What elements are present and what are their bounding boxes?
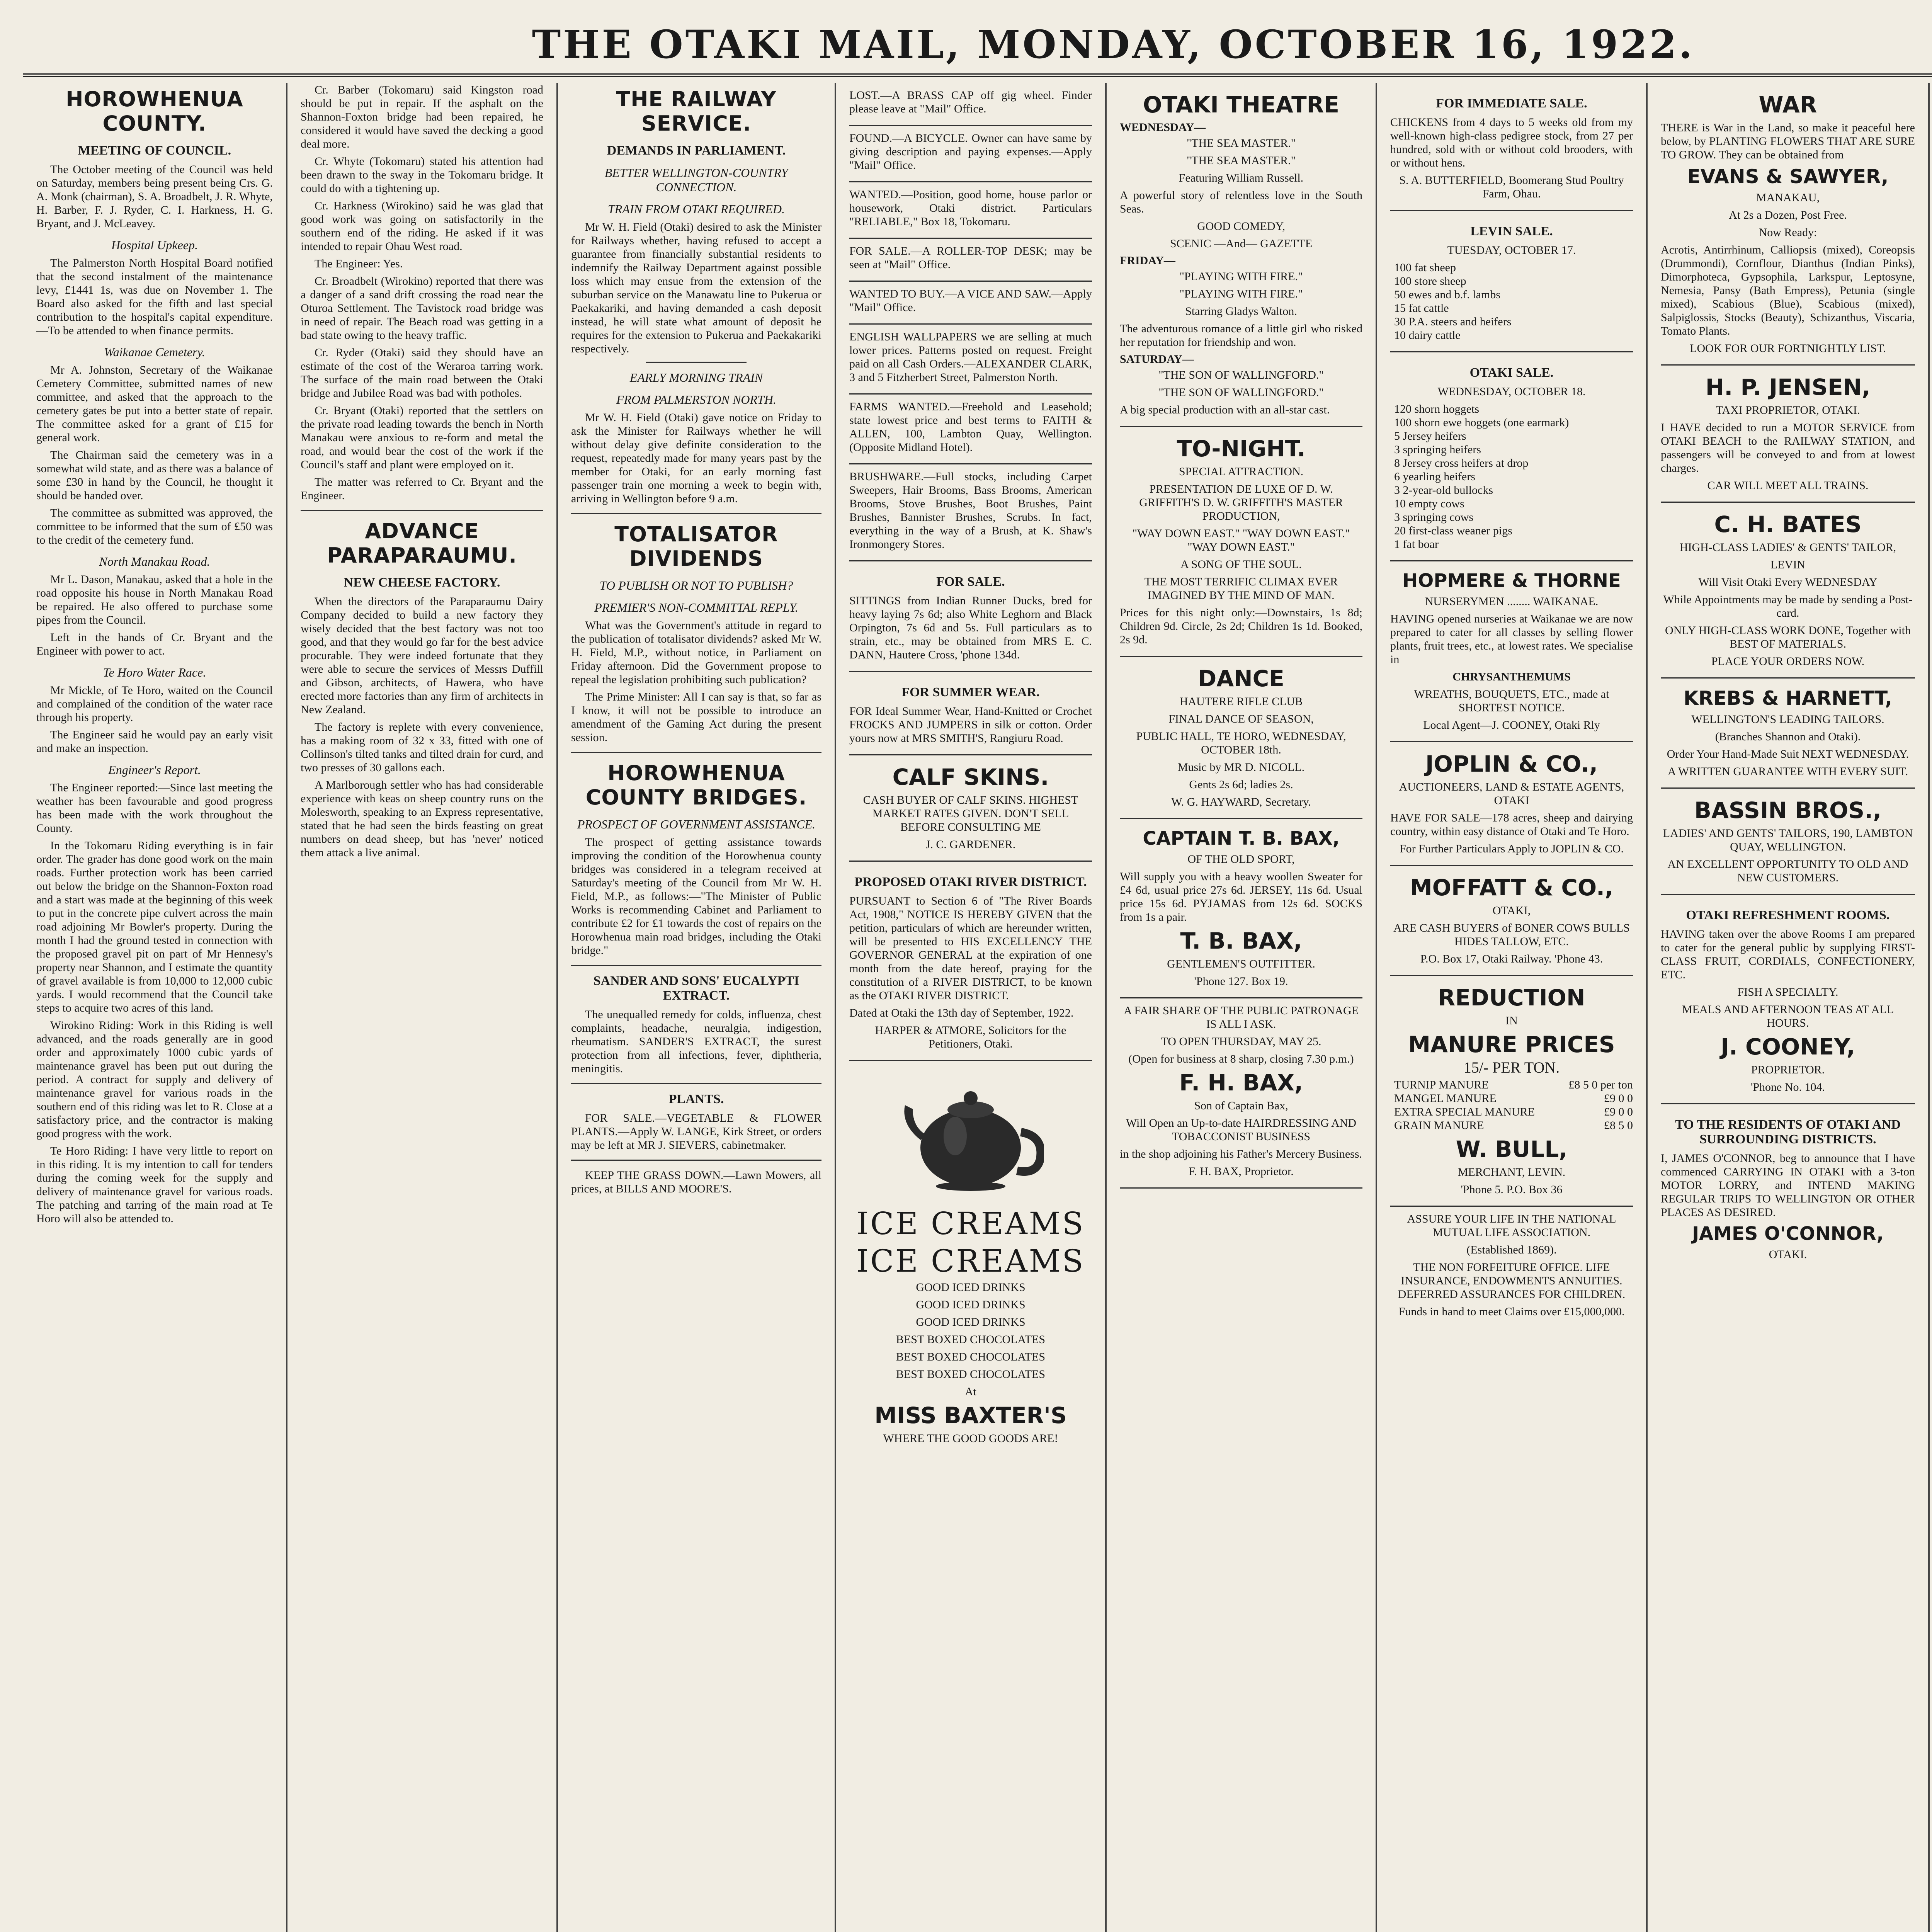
ad-text: WANTED TO BUY.—A VICE AND SAW.—Apply "Mail" Office. (849, 287, 1092, 314)
refreshment-ad (1661, 895, 1915, 1104)
ad-text: Music by MR D. NICOLL. (1177, 761, 1305, 774)
ad-text: "PLAYING WITH FIRE." (1179, 287, 1303, 300)
list-item: 120 shorn hoggets (1394, 403, 1479, 415)
classified-ad (849, 282, 1092, 325)
ad-text: At 2s a Dozen, Post Free. (1729, 209, 1847, 221)
manure-ad (1390, 976, 1633, 1207)
teapot-illustration (897, 1078, 1044, 1194)
ad-text: A big special production with an all-star cast. (1120, 403, 1330, 416)
ad-text: MANAKAU, (1756, 191, 1820, 204)
ad-heading: CALF SKINS. (892, 764, 1049, 790)
ad-text: BEST BOXED CHOCOLATES (896, 1350, 1046, 1363)
classified-ad (849, 464, 1092, 561)
ad-text: FOR Ideal Summer Wear, Hand-Knitted or Crochet FROCKS AND JUMPERS in silk or cotton. Order yours now at MRS SMITH'S, Rangiuru Road. (849, 705, 1092, 745)
ad-text: Order Your Hand-Made Suit NEXT WEDNESDAY. (1667, 748, 1909, 760)
paragraph: Te Horo Riding: I have very little to report on in this riding. It is my intention to call for tenders during the coming week for the supply and delivery of maintenance gravel for various roads. The patching and tarring of the main road at Te Horo will also be attended to. (36, 1145, 273, 1225)
article-title: TOTALISATOR DIVIDENDS (614, 522, 778, 571)
paragraph: Cr. Whyte (Tokomaru) stated his attention had been drawn to the sway in the Tokomaru bridge. It could do with a tightening up. (301, 155, 543, 195)
ad-text: LOOK FOR OUR FORTNIGHTLY LIST. (1690, 342, 1886, 355)
ad-text: Featuring William Russell. (1179, 172, 1304, 184)
ad-title: EVANS & SAWYER, (1687, 165, 1889, 188)
ad-text: 15/- PER TON. (1463, 1059, 1560, 1076)
classified-ad (849, 182, 1092, 239)
ad-signature: J. C. GARDENER. (925, 838, 1016, 851)
ad-title: W. BULL, (1456, 1136, 1568, 1162)
ad-text: HAVE FOR SALE—178 acres, sheep and dairying country, within easy distance of Otaki and Te Horo. (1390, 811, 1633, 838)
ad-title: TO-NIGHT. (1177, 435, 1306, 462)
ad-text: GENTLEMEN'S OUTFITTER. (1167, 957, 1315, 970)
list-item: 8 Jersey cross heifers at drop (1394, 457, 1529, 469)
paragraph: KEEP THE GRASS DOWN.—Lawn Mowers, all prices, at BILLS AND MOORE'S. (571, 1169, 821, 1195)
paragraph: A Marlborough settler who has had considerable experience with keas on sheep country runs on the Molesworth, speaking to an Express representative, stated that he had seen the birds feasting on great numbers on dead sheep, but has 'never' noticed them attack a live animal. (301, 779, 543, 859)
ad-text: LADIES' AND GENTS' TAILORS, 190, LAMBTON QUAY, WELLINGTON. (1663, 827, 1913, 853)
ad-text: PUBLIC HALL, TE HORO, WEDNESDAY, OCTOBER 18th. (1136, 730, 1346, 756)
paragraph: Mr A. Johnston, Secretary of the Waikanae Cemetery Committee, submitted names of new committee, and asked that the approach to the cemetery gates be put into a better state of repair. The committee asked for a grant of £15 for general work. (36, 364, 273, 444)
ad-title: BASSIN BROS., (1694, 797, 1882, 823)
ice-cream-heading: ICE CREAMS (856, 1206, 1085, 1242)
moffatt-ad (1390, 866, 1633, 976)
ad-text: Acrotis, Antirrhinum, Calliopsis (mixed), Coreopsis (Drummondi), Cornflour, Dianthus (Indian Pinks), Dimorphoteca, Gypsophila, Larkspur, Leptosyne, Nemesia, Pansy (Bath Empress), Petunia (single mixed), Scabious (Blue), Scabious (mixed), Salpiglossis, Stocks (Beauty), Schizanthus, Viscaria, Tomato Plants. (1661, 243, 1915, 337)
bax-ad (1120, 819, 1362, 998)
ad-text: ONLY HIGH-CLASS WORK DONE, Together with BEST OF MATERIALS. (1665, 624, 1911, 650)
list-item: TURNIP MANURE £8 5 0 per ton (1394, 1078, 1633, 1091)
classified-ad (849, 672, 1092, 755)
ad-text: BRUSHWARE.—Full stocks, including Carpet Sweepers, Hair Brooms, Bass Brooms, American Brooms, Stove Brushes, Boot Brushes, Paint Brushes, Bannister Brushes, Scrubs. In fact, everything in the way of a Brush, at K. Shaw's Ironmongery Stores. (849, 470, 1092, 551)
chickens-ad (1390, 83, 1633, 211)
ad-text: (Open for business at 8 sharp, closing 7.30 p.m.) (1128, 1053, 1354, 1065)
list-item: 3 2-year-old bullocks (1394, 484, 1493, 497)
ad-text: The adventurous romance of a little girl who risked her reputation for friendship and won. (1120, 322, 1362, 349)
ad-text: FRIDAY— (1120, 254, 1175, 267)
ad-text: "THE SON OF WALLINGFORD." (1158, 386, 1324, 399)
oconnor-ad (1661, 1104, 1915, 1270)
ad-text: At (965, 1385, 976, 1398)
ad-title: JAMES O'CONNOR, (1692, 1223, 1884, 1245)
masthead (23, 15, 1932, 77)
divider (571, 1083, 821, 1084)
list-item: 100 fat sheep (1394, 261, 1456, 274)
ice-cream-heading: ICE CREAMS (856, 1243, 1085, 1279)
section-heading: TO PUBLISH OR NOT TO PUBLISH? (599, 578, 793, 592)
article-subtitle: MEETING OF COUNCIL. (78, 143, 231, 158)
ad-text: "PLAYING WITH FIRE." (1179, 270, 1303, 283)
ad-text: WREATHS, BOUQUETS, ETC., made at SHORTEST NOTICE. (1414, 688, 1609, 714)
ad-text: HAUTERE RIFLE CLUB (1179, 695, 1303, 708)
paragraph: Cr. Broadbelt (Wirokino) reported that there was a danger of a sand drift crossing the road near the Oturoa Settlement. The Tavistock road bridge was in need of repair. The Beach road was getting in a bad state owing to the heavy traffic. (301, 275, 543, 342)
classified-ad (849, 862, 1092, 1061)
ad-text: Gents 2s 6d; ladies 2s. (1189, 778, 1293, 791)
ad-heading: FOR SUMMER WEAR. (901, 685, 1040, 699)
divider (571, 965, 821, 966)
ad-text: MERCHANT, LEVIN. (1458, 1166, 1566, 1179)
bassin-ad (1661, 789, 1915, 895)
ad-text: IN (1505, 1014, 1518, 1027)
ad-text: Starring Gladys Walton. (1185, 305, 1297, 318)
ad-text: A powerful story of relentless love in the South Seas. (1120, 189, 1362, 215)
list-item: 20 first-class weaner pigs (1394, 524, 1512, 537)
ad-heading: FOR SALE. (936, 575, 1005, 589)
column-8 (1928, 83, 1932, 1932)
classified-ad (849, 395, 1092, 464)
column-3 (556, 83, 835, 1932)
paragraph: The matter was referred to Cr. Bryant and the Engineer. (301, 476, 543, 502)
divider (646, 362, 746, 363)
paragraph: Mr Mickle, of Te Horo, waited on the Council and complained of the condition of the water race through his property. (36, 684, 273, 724)
ad-text: in the shop adjoining his Father's Mercery Business. (1120, 1148, 1362, 1160)
section-heading: North Manakau Road. (99, 554, 210, 568)
ad-text: GOOD ICED DRINKS (916, 1298, 1026, 1311)
paragraph: Mr W. H. Field (Otaki) desired to ask the Minister for Railways whether, having refused to accept a guarantee from financially substantial residents to indemnify the Railway Department against possible loss which may ensue from the extension of the suburban service on the Manawatu line to Pukerua or Paekakariki, and having demanded a cash deposit instead, he will state what amount of deposit he requires for the extension to Pukerua and Paekakariki respectively. (571, 221, 821, 355)
ad-text: F. H. BAX, Proprietor. (1189, 1165, 1294, 1178)
ad-text: Will Open an Up-to-date HAIRDRESSING AND TOBACCONIST BUSINESS (1126, 1117, 1357, 1143)
article-subtitle: DEMANDS IN PARLIAMENT. (607, 143, 786, 158)
ad-title: MOFFATT & CO., (1410, 874, 1614, 901)
paragraph: Cr. Bryant (Otaki) reported that the settlers on the private road leading towards the bench in North Manakau were anxious to re-form and metal the road, and would bear the cost of the work if the Council's staff and plant were employed on it. (301, 404, 543, 471)
list-item: 6 yearling heifers (1394, 470, 1475, 483)
ad-title: REDUCTION (1438, 985, 1585, 1011)
ad-heading: TO THE RESIDENTS OF OTAKI AND SURROUNDING DISTRICTS. (1675, 1117, 1901, 1146)
life-assurance-ad (1390, 1207, 1633, 1328)
ad-text: NURSERYMEN ........ WAIKANAE. (1425, 595, 1599, 608)
paragraph: In the Tokomaru Riding everything is in fair order. The grader has done good work on the main roads. Further protection work has been carried out below the bridge on the Shannon-Foxton road and a start was made at the beginning of this week to put in the concrete pipe culvert across the main road adjoining Mr Bowler's property. During the month I had the ground tested in connection with the proposed gravel pit on part of Mr Hennesy's property near Shannon, and I estimate the quantity of gravel available is from 10,000 to 12,000 cubic yards. I would recommend that the Council take steps to acquire two acres of this land. (36, 839, 273, 1014)
ad-heading: OTAKI SALE. (1469, 366, 1554, 380)
sale-list (1394, 402, 1633, 551)
ad-title: F. H. BAX, (1179, 1070, 1303, 1096)
ad-text: ASSURE YOUR LIFE IN THE NATIONAL MUTUAL LIFE ASSOCIATION. (1407, 1213, 1616, 1239)
article-title: HOROWHENUA COUNTY BRIDGES. (585, 761, 807, 810)
sale-list (1394, 261, 1633, 342)
ad-text: Funds in hand to meet Claims over £15,000,000. (1398, 1305, 1625, 1318)
ad-heading: LEVIN SALE. (1470, 224, 1553, 238)
war-ad (1661, 83, 1915, 366)
ad-text: PLACE YOUR ORDERS NOW. (1711, 655, 1865, 668)
ad-text: Local Agent—J. COONEY, Otaki Rly (1423, 719, 1600, 731)
ad-text: PROPRIETOR. (1751, 1063, 1825, 1076)
list-item: 30 P.A. steers and heifers (1394, 315, 1512, 328)
ad-text: Son of Captain Bax, (1194, 1099, 1288, 1112)
paragraph: Cr. Barber (Tokomaru) said Kingston road should be put in repair. If the asphalt on the Shannon-Foxton bridge had been repaired, he considered it would have saved the decking a good deal more. (301, 83, 543, 150)
paragraph: The unequalled remedy for colds, influenza, chest complaints, headache, neuralgia, indigestion, rheumatism. SANDER'S EXTRACT, the surest protection from all infections, fever, diphtheria, meningitis. (571, 1008, 821, 1075)
ad-text: FARMS WANTED.—Freehold and Leasehold; state lowest price and best terms to FAITH & ALLEN, 100, Lambton Quay, Wellington. (Opposite Midland Hotel). (849, 400, 1092, 454)
list-item: 50 ewes and b.f. lambs (1394, 288, 1500, 301)
ad-text: TO OPEN THURSDAY, MAY 25. (1161, 1035, 1321, 1048)
ad-text: LEVIN (1770, 558, 1805, 571)
ad-title: J. COONEY, (1721, 1034, 1855, 1060)
ad-text: CAR WILL MEET ALL TRAINS. (1707, 479, 1869, 492)
list-item: MANGEL MANURE £9 0 0 (1394, 1092, 1633, 1105)
ad-text: "THE SEA MASTER." (1186, 137, 1296, 150)
ad-text: TAXI PROPRIETOR, OTAKI. (1716, 404, 1860, 417)
paragraph: The October meeting of the Council was held on Saturday, members being present being Crs. G. A. Monk (chairman), S. A. Broadbelt, J. R. Whyte, H. Barber, F. J. Ryder, C. I. Harkness, H. G. Bryant, and J. McLeavey. (36, 163, 273, 230)
section-heading: TRAIN FROM OTAKI REQUIRED. (608, 202, 785, 216)
ad-text: THE NON FORFEITURE OFFICE. LIFE INSURANCE, ENDOWMENTS ANNUITIES. DEFERRED ASSURANCES FOR CHILDREN. (1398, 1261, 1626, 1301)
ad-text: CASH BUYER OF CALF SKINS. HIGHEST MARKET RATES GIVEN. DON'T SELL BEFORE CONSULTING ME (863, 794, 1078, 833)
ad-text: PURSUANT to Section 6 of "The River Boards Act, 1908," NOTICE IS HEREBY GIVEN that the petition, particulars of which are hereunder written, will be presented to HIS EXCELLENCY THE GOVERNOR GENERAL at the expiration of one month from the date hereof, praying for the constitution of a RIVER DISTRICT, to be known as the OTAKI RIVER DISTRICT. (849, 895, 1092, 1002)
divider (571, 1160, 821, 1161)
ad-text: FOUND.—A BICYCLE. Owner can have same by giving description and paying expenses.—Apply "Mail" Office. (849, 132, 1092, 172)
ad-text: FOR SALE.—A ROLLER-TOP DESK; may be seen at "Mail" Office. (849, 245, 1092, 271)
ad-text: HIGH-CLASS LADIES' & GENTS' TAILOR, (1679, 541, 1896, 554)
paragraph: The committee as submitted was approved, the committee to be informed that the sum of £50 was to the credit of the cemetery fund. (36, 507, 273, 546)
column-1 (23, 83, 286, 1932)
hopmere-ad (1390, 561, 1633, 742)
section-heading: PROSPECT OF GOVERNMENT ASSISTANCE. (577, 817, 816, 831)
list-item: 15 fat cattle (1394, 302, 1449, 315)
tonight-ad (1120, 427, 1362, 657)
price-list (1394, 1078, 1633, 1132)
paragraph: Mr L. Dason, Manakau, asked that a hole in the road opposite his house in North Manakau Road be repaired. He also offered to purchase some pipes from the Council. (36, 573, 273, 626)
section-heading: Hospital Upkeep. (111, 238, 198, 252)
fh-bax-ad (1120, 998, 1362, 1189)
ad-title: DANCE (1198, 665, 1284, 692)
article-title: THE RAILWAY SERVICE. (616, 87, 777, 136)
ad-text: For Further Particulars Apply to JOPLIN & CO. (1400, 842, 1624, 855)
ad-text: OTAKI. (1769, 1248, 1807, 1261)
ad-text: A SONG OF THE SOUL. (1180, 558, 1302, 571)
column-2 (286, 83, 556, 1932)
paragraph: The Palmerston North Hospital Board notified that the second instalment of the maintenance levy, £1441 1s, was due on November 1. The Board also asked for the fifth and last special contribution to the hospital's capital expenditure.—To be attended to when finance permits. (36, 257, 273, 337)
section-heading: Waikanae Cemetery. (104, 345, 205, 359)
list-item: 3 springing heifers (1394, 443, 1481, 456)
ad-title: OTAKI THEATRE (1143, 92, 1339, 118)
classified-ad (849, 325, 1092, 395)
ad-title: WAR (1759, 92, 1817, 118)
section-heading: BETTER WELLINGTON-COUNTRY CONNECTION. (604, 166, 788, 194)
article-subtitle: NEW CHEESE FACTORY. (344, 575, 500, 590)
section-heading: EARLY MORNING TRAIN (629, 371, 763, 384)
list-item: 3 springing cows (1394, 511, 1473, 524)
divider (301, 510, 543, 511)
ad-text: 'Phone 127. Box 19. (1194, 975, 1288, 988)
theatre-ad (1120, 83, 1362, 427)
paragraph: When the directors of the Paraparaumu Dairy Company decided to build a new factory they wisely decided that the best factory was not too good, and that they would go far for the best advice procurable. They were indeed fortunate that they were able to secure the services of Messrs Duffill and Gibson, architects, of Hawera, who have erected more factories than any firm of architects in New Zealand. (301, 595, 543, 716)
ad-text: SATURDAY— (1120, 353, 1194, 366)
article-title: HOROWHENUA COUNTY. (66, 87, 243, 136)
paragraph: Wirokino Riding: Work in this Riding is well advanced, and the roads generally are in good order and approximately 1000 cubic yards of maintenance gravel has been put out during the period. A contract for supply and delivery of maintenance gravel for various roads in the southern end of this riding was let to R. Close at a satisfactory price, and the contractor is making good progress with the work. (36, 1019, 273, 1140)
ad-heading: OTAKI REFRESHMENT ROOMS. (1686, 908, 1890, 922)
ad-text: HAVING opened nurseries at Waikanae we are now prepared to cater for all classes by selling flower plants, fruit trees, etc., at lowest rates. We specialise in (1390, 612, 1633, 666)
ad-title: C. H. BATES (1714, 511, 1862, 537)
article-title: ADVANCE PARAPARAUMU. (327, 519, 517, 568)
section-heading: PREMIER'S NON-COMMITTAL REPLY. (594, 600, 798, 614)
ad-text: Will supply you with a heavy woollen Sweater for £4 6d, usual price 27s 6d. JERSEY, 11s 6d. Usual price 15s 6d. PYJAMAS from 12s 6d. SOCKS from 1s a pair. (1120, 870, 1362, 923)
ad-text: THERE is War in the Land, so make it peaceful here below, by PLANTING FLOWERS THAT ARE SURE TO GROW. They can be obtained from (1661, 121, 1915, 161)
dance-ad (1120, 657, 1362, 819)
ad-text: Prices for this night only:—Downstairs, 1s 8d; Children 9d. Circle, 2s 2d; Children 1s 1d. Booked, 2s 9d. (1120, 606, 1362, 646)
paragraph: The factory is replete with every convenience, has a making room of 32 x 33, fitted with one of Collinson's tilted tanks and tilted drain for curd, and two presses of 30 gallons each. (301, 721, 543, 774)
classified-ad (849, 755, 1092, 862)
ad-title: JOPLIN & CO., (1425, 751, 1598, 777)
ad-text: WANTED.—Position, good home, house parlor or housework, Otaki district. Particulars "RELIABLE," Box 18, Tokomaru. (849, 188, 1092, 228)
ad-text: (Established 1869). (1466, 1243, 1557, 1256)
ad-heading: PLANTS. (668, 1092, 724, 1106)
ad-text: A FAIR SHARE OF THE PUBLIC PATRONAGE IS ALL I ASK. (1124, 1004, 1359, 1031)
ad-text: AUCTIONEERS, LAND & ESTATE AGENTS, OTAKI (1399, 781, 1624, 807)
ad-text: Will Visit Otaki Every WEDNESDAY (1698, 576, 1878, 588)
ad-text: LOST.—A BRASS CAP off gig wheel. Finder please leave at "Mail" Office. (849, 89, 1092, 115)
ad-text: S. A. BUTTERFIELD, Boomerang Stud Poultry Farm, Ohau. (1399, 174, 1624, 200)
ad-text: WELLINGTON'S LEADING TAILORS. (1691, 713, 1884, 726)
ad-text: FINAL DANCE OF SEASON, (1168, 713, 1314, 725)
ad-text: GOOD ICED DRINKS (916, 1316, 1026, 1328)
ad-title: HOPMERE & THORNE (1402, 570, 1621, 592)
masthead-title: THE OTAKI MAIL, MONDAY, OCTOBER 16, 1922. (532, 22, 1695, 67)
levin-sale-ad (1390, 211, 1633, 352)
list-item: 100 shorn ewe hoggets (one earmark) (1394, 416, 1569, 429)
ad-text: CHICKENS from 4 days to 5 weeks old from my well-known high-class pedigree stock, from 27 per hundred, sold with or without cold brooders, with or without hens. (1390, 116, 1633, 169)
ad-text: BEST BOXED CHOCOLATES (896, 1333, 1046, 1346)
classified-ad (849, 239, 1092, 282)
paragraph: The Engineer said he would pay an early visit and make an inspection. (36, 728, 273, 755)
ad-text: PRESENTATION DE LUXE OF D. W. GRIFFITH'S D. W. GRIFFITH'S MASTER PRODUCTION, (1139, 483, 1343, 522)
classified-ad (849, 561, 1092, 672)
classified-ad (849, 83, 1092, 126)
ad-text: GOOD ICED DRINKS (916, 1281, 1026, 1294)
ad-text: A WRITTEN GUARANTEE WITH EVERY SUIT. (1667, 765, 1908, 778)
ad-text: HAVING taken over the above Rooms I am prepared to cater for the general public by supplying FIRST-CLASS FRUIT, CORDIALS, CONFECTIONERY, ETC. (1661, 928, 1915, 981)
paragraph: FOR SALE.—VEGETABLE & FLOWER PLANTS.—Apply W. LANGE, Kirk Street, or orders may be left at MR J. SIEVERS, cabinetmaker. (571, 1112, 821, 1151)
ad-title: MANURE PRICES (1408, 1031, 1615, 1058)
paragraph: Cr. Ryder (Otaki) said they should have an estimate of the cost of the Weraroa tarring work. The surface of the main road between the Otaki bridge and Jubilee Road was bad with potholes. (301, 346, 543, 400)
ad-heading: FOR IMMEDIATE SALE. (1436, 96, 1587, 111)
ad-text: Now Ready: (1759, 226, 1817, 239)
ad-text: OF THE OLD SPORT, (1187, 853, 1295, 866)
classified-ad (849, 126, 1092, 182)
ad-title: T. B. BAX, (1180, 928, 1302, 954)
column-4 (835, 83, 1105, 1932)
otaki-sale-ad (1390, 352, 1633, 561)
ad-text: "THE SON OF WALLINGFORD." (1158, 369, 1324, 381)
list-item: 10 dairy cattle (1394, 329, 1461, 342)
ad-text: ENGLISH WALLPAPERS we are selling at much lower prices. Patterns posted on request. Freight paid on all Cash Orders.—ALEXANDER CLARK, 3 and 5 Fitzherbert Street, Palmerston North. (849, 330, 1092, 384)
ad-title: CAPTAIN T. B. BAX, (1143, 828, 1340, 849)
paragraph: The Engineer reported:—Since last meeting the weather has been favourable and good progress has been made with the work throughout the County. (36, 781, 273, 835)
column-5 (1105, 83, 1376, 1932)
ad-text: "THE SEA MASTER." (1186, 154, 1296, 167)
ad-title: MISS BAXTER'S (874, 1402, 1067, 1429)
ad-text: CHRYSANTHEMUMS (1452, 670, 1571, 683)
column-7 (1646, 83, 1928, 1932)
column-6 (1376, 83, 1646, 1932)
list-item: 1 fat boar (1394, 538, 1439, 551)
paragraph: The Prime Minister: All I can say is that, so far as I know, it will not be possible to introduce an amendment of the Gaming Act during the present session. (571, 690, 821, 744)
ad-heading: SANDER AND SONS' EUCALYPTI EXTRACT. (593, 974, 799, 1003)
divider (571, 752, 821, 753)
ad-text: 'Phone No. 104. (1750, 1081, 1825, 1094)
section-heading: Te Horo Water Race. (103, 665, 206, 679)
ad-text: AN EXCELLENT OPPORTUNITY TO OLD AND NEW CUSTOMERS. (1667, 858, 1908, 884)
paragraph: The Chairman said the cemetery was in a somewhat wild state, and as there was a balance of some £30 in hand by the Council, he thought it should be handed over. (36, 449, 273, 502)
ad-signature: HARPER & ATMORE, Solicitors for the Petitioners, Otaki. (875, 1024, 1066, 1050)
ad-text: WEDNESDAY, OCTOBER 18. (1437, 385, 1586, 398)
paragraph: Mr W. H. Field (Otaki) gave notice on Friday to ask the Minister for Railways whether he will without delay give definite consideration to the request, repeatedly made for many years past by the member for Otaki, for an early morning fast passenger train one morning a week to begin with, arriving in Wellington before 9 a.m. (571, 411, 821, 505)
ad-text: SCENIC —And— GAZETTE (1170, 237, 1313, 250)
ad-text: Dated at Otaki the 13th day of September, 1922. (849, 1007, 1074, 1019)
section-heading: Engineer's Report. (108, 763, 201, 777)
paragraph: The Engineer: Yes. (315, 257, 403, 270)
bates-ad (1661, 503, 1915, 679)
ad-text: SPECIAL ATTRACTION. (1179, 465, 1304, 478)
ad-text: WEDNESDAY— (1120, 121, 1206, 134)
joplin-ad (1390, 742, 1633, 866)
ad-title: KREBS & HARNETT, (1683, 687, 1893, 709)
paragraph: The prospect of getting assistance towards improving the condition of the Horowhenua county bridges was considered in a telegram received at Saturday's meeting of the Council from Mr W. H. Field, M.P., as follows:—"The Minister of Public Works is recommending Cabinet and Parliament to contribute £2 for £1 towards the cost of repairs on the Horowhenua main road bridges, including the Otaki bridge." (571, 836, 821, 957)
list-item: GRAIN MANURE £8 5 0 (1394, 1119, 1633, 1132)
divider (571, 513, 821, 514)
list-item: 100 store sheep (1394, 275, 1466, 287)
section-heading: FROM PALMERSTON NORTH. (616, 393, 776, 406)
ad-text: OTAKI, (1492, 904, 1531, 917)
ad-text: WHERE THE GOOD GOODS ARE! (883, 1432, 1058, 1445)
ad-text: W. G. HAYWARD, Secretary. (1171, 796, 1311, 808)
ad-title: H. P. JENSEN, (1705, 374, 1871, 400)
ad-text: GOOD COMEDY, (1197, 220, 1285, 233)
ad-text: TUESDAY, OCTOBER 17. (1447, 244, 1576, 257)
paragraph: What was the Government's attitude in regard to the publication of totalisator dividends? asked Mr W. H. Field, M.P., without notice, in Parliament on Friday afternoon. Did the Government propose to repeal the legislation prohibiting such publication? (571, 619, 821, 686)
ad-text: I, JAMES O'CONNOR, beg to announce that I have commenced CARRYING IN OTAKI with a 3-ton MOTOR LORRY, and INTEND MAKING REGULAR TRIPS TO WELLINGTON OR OTHER PLACES AS DESIRED. (1661, 1152, 1915, 1219)
ice-cream-ad (849, 1061, 1092, 1454)
ad-text: (Branches Shannon and Otaki). (1715, 730, 1861, 743)
ad-text: BEST BOXED CHOCOLATES (896, 1368, 1046, 1381)
list-item: 5 Jersey heifers (1394, 430, 1466, 442)
ad-text: ARE CASH BUYERS of BONER COWS BULLS HIDES TALLOW, ETC. (1393, 922, 1630, 948)
ad-text: While Appointments may be made by sending a Post-card. (1663, 593, 1913, 619)
ad-text: I HAVE decided to run a MOTOR SERVICE from OTAKI BEACH to the RAILWAY STATION, and passengers will be conveyed to and from at lowest charges. (1661, 421, 1915, 474)
ad-text: THE MOST TERRIFIC CLIMAX EVER IMAGINED BY THE MIND OF MAN. (1144, 575, 1338, 602)
krebs-ad (1661, 679, 1915, 789)
ad-text: 'Phone 5. P.O. Box 36 (1461, 1183, 1563, 1196)
list-item: EXTRA SPECIAL MANURE £9 0 0 (1394, 1105, 1633, 1118)
list-item: 10 empty cows (1394, 497, 1464, 510)
jensen-ad (1661, 366, 1915, 503)
ad-text: SITTINGS from Indian Runner Ducks, bred for heavy laying 7s 6d; also White Leghorn and Black Orpington, 7s 6d and 5s. Full particulars as to strain, etc., may be obtained from MRS E. C. DANN, Hautere Cross, 'phone 134d. (849, 594, 1092, 661)
paragraph: Left in the hands of Cr. Bryant and the Engineer with power to act. (36, 631, 273, 657)
ad-text: "WAY DOWN EAST." "WAY DOWN EAST." "WAY DOWN EAST." (1132, 527, 1350, 553)
ad-text: P.O. Box 17, Otaki Railway. 'Phone 43. (1420, 952, 1603, 965)
ad-heading: PROPOSED OTAKI RIVER DISTRICT. (854, 875, 1087, 889)
ad-text: MEALS AND AFTERNOON TEAS AT ALL HOURS. (1682, 1003, 1894, 1029)
ad-text: FISH A SPECIALTY. (1737, 986, 1838, 998)
paragraph: Cr. Harkness (Wirokino) said he was glad that good work was going on satisfactorily in the southern end of the riding. He asked if it was intended to repair Ohau West road. (301, 199, 543, 253)
